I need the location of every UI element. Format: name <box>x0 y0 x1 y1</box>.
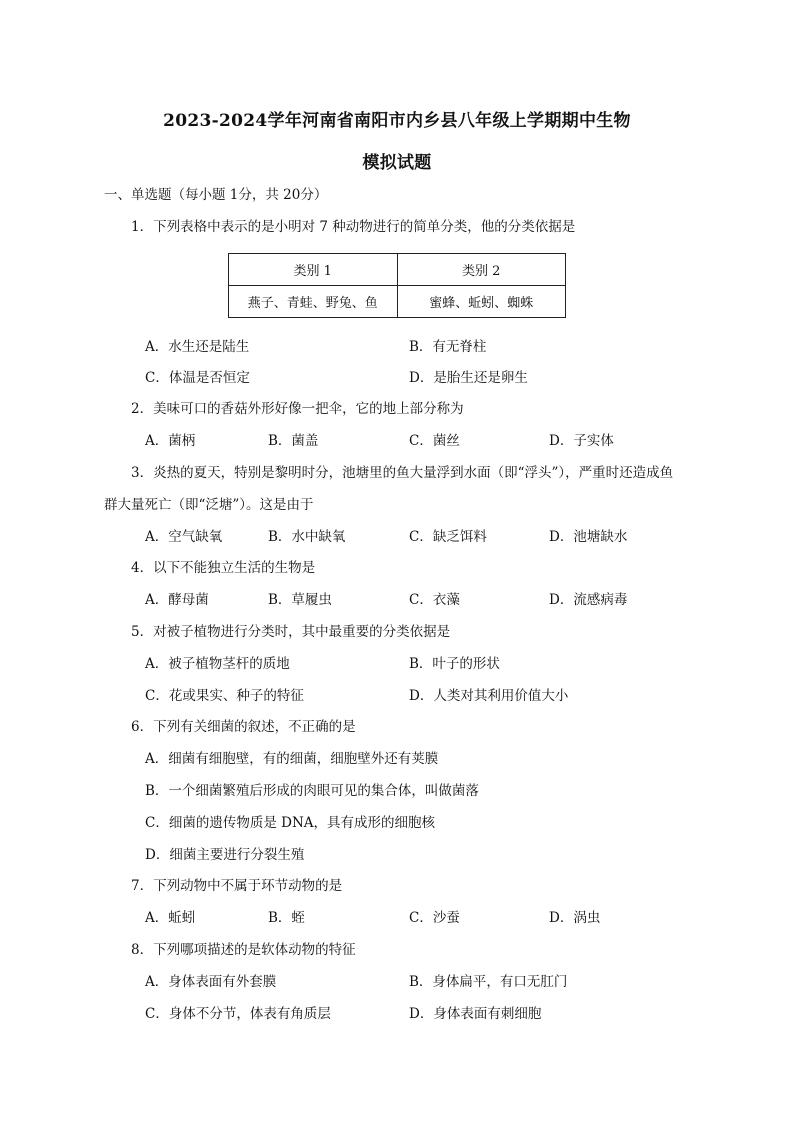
question-4-option-b: B．草履虫 <box>268 592 332 608</box>
question-4-option-a: A．酵母菌 <box>145 592 209 608</box>
question-2-option-c: C．菌丝 <box>409 433 460 449</box>
classification-table <box>228 253 566 318</box>
question-6-option-b: B．一个细菌繁殖后形成的肉眼可见的集合体，叫做菌落 <box>145 783 479 799</box>
question-7-option-a: A．蚯蚓 <box>145 910 196 926</box>
question-8-option-b: B．身体扁平，有口无肛门 <box>409 974 568 990</box>
question-7-option-c: C．沙蚕 <box>409 910 460 926</box>
table-header-category-2: 类别 2 <box>397 254 566 286</box>
question-5-option-a: A．被子植物茎杆的质地 <box>145 656 290 672</box>
question-5-option-c: C．花或果实、种子的特征 <box>145 688 304 704</box>
question-4-option-c: C．衣藻 <box>409 592 460 608</box>
table-header-category-1: 类别 1 <box>229 254 398 286</box>
question-2-stem: 2．美味可口的香菇外形好像一把伞，它的地上部分称为 <box>131 401 464 417</box>
question-1-option-b: B．有无脊柱 <box>409 339 487 355</box>
question-7-stem: 7．下列动物中不属于环节动物的是 <box>131 878 343 894</box>
question-1-option-a: A．水生还是陆生 <box>145 339 250 355</box>
table-row <box>229 286 566 318</box>
question-3-stem: 3．炎热的夏天，特别是黎明时分，池塘里的鱼大量浮到水面（即“浮头”），严重时还造成鱼 <box>131 465 674 481</box>
exam-title-line-1: 2023-2024学年河南省南阳市内乡县八年级上学期期中生物 <box>163 111 631 131</box>
question-4-stem: 4．以下不能独立生活的生物是 <box>131 560 316 576</box>
question-8-stem: 8．下列哪项描述的是软体动物的特征 <box>131 942 356 958</box>
question-8-option-a: A．身体表面有外套膜 <box>145 974 277 990</box>
question-3-stem-continued: 群大量死亡（即“泛塘”）。这是由于 <box>104 497 314 513</box>
question-7-option-b: B．蛭 <box>268 910 305 926</box>
question-5-stem: 5．对被子植物进行分类时，其中最重要的分类依据是 <box>131 624 451 640</box>
question-6-option-c: C．细菌的遗传物质是 DNA，具有成形的细胞核 <box>145 815 436 831</box>
table-cell-category-1: 燕子、青蛙、野兔、鱼 <box>229 286 398 318</box>
question-8-option-d: D．身体表面有刺细胞 <box>409 1006 542 1022</box>
question-1-option-c: C．体温是否恒定 <box>145 370 250 386</box>
question-1-option-d: D．是胎生还是卵生 <box>409 370 528 386</box>
question-3-option-c: C．缺乏饵料 <box>409 529 487 545</box>
question-5-option-b: B．叶子的形状 <box>409 656 500 672</box>
question-3-option-b: B．水中缺氧 <box>268 529 346 545</box>
question-6-stem: 6．下列有关细菌的叙述，不正确的是 <box>131 719 356 735</box>
exam-title-line-2: 模拟试题 <box>362 153 432 173</box>
question-4-option-d: D．流感病毒 <box>549 592 628 608</box>
table-cell-category-2: 蜜蜂、蚯蚓、蜘蛛 <box>397 286 566 318</box>
question-3-option-a: A．空气缺氧 <box>145 529 223 545</box>
question-3-option-d: D．池塘缺水 <box>549 529 628 545</box>
question-2-option-a: A．菌柄 <box>145 433 196 449</box>
question-5-option-d: D．人类对其利用价值大小 <box>409 688 569 704</box>
question-7-option-d: D．涡虫 <box>549 910 601 926</box>
question-1-stem: 1．下列表格中表示的是小明对 7 种动物进行的简单分类，他的分类依据是 <box>131 219 576 235</box>
table-row <box>229 254 566 286</box>
question-6-option-d: D．细菌主要进行分裂生殖 <box>145 847 305 863</box>
section-heading: 一、单选题（每小题 1分，共 20分） <box>104 187 328 203</box>
question-2-option-d: D．子实体 <box>549 433 614 449</box>
question-2-option-b: B．菌盖 <box>268 433 319 449</box>
question-8-option-c: C．身体不分节，体表有角质层 <box>145 1006 331 1022</box>
question-6-option-a: A．细菌有细胞壁，有的细菌，细胞壁外还有荚膜 <box>145 751 439 767</box>
